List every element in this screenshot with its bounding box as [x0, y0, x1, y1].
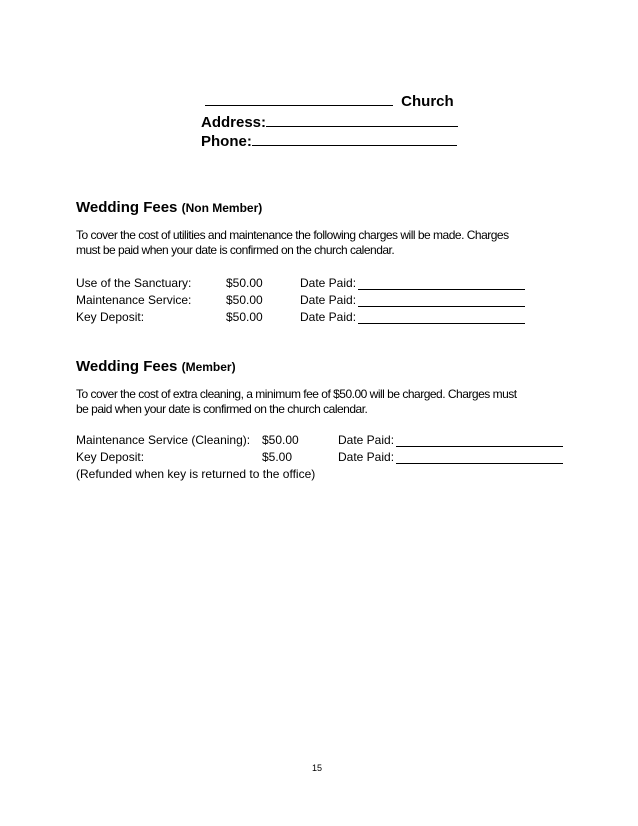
fee-row [76, 432, 576, 448]
date-paid-label: Date Paid: [338, 433, 395, 447]
date-paid-blank [396, 432, 563, 447]
phone-row [201, 131, 457, 150]
date-paid-label: Date Paid: [300, 293, 357, 307]
date-paid-label: Date Paid: [338, 450, 395, 464]
member-intro-line1: To cover the cost of extra cleaning, a minimum fee of $50.00 will be charged. Charges must [76, 387, 517, 401]
fee-amount: $50.00 [226, 293, 263, 307]
non-member-heading: Wedding Fees [76, 199, 178, 216]
fee-row [76, 309, 546, 325]
fee-amount: $50.00 [226, 276, 263, 290]
date-paid-label: Date Paid: [300, 276, 357, 290]
member-subheading: (Member) [181, 360, 236, 374]
church-name-blank [205, 91, 393, 106]
member-intro-line2: be paid when your date is confirmed on the church calendar. [76, 402, 368, 416]
member-intro [76, 387, 576, 417]
fee-row [76, 275, 546, 291]
church-label: Church [401, 93, 454, 110]
page-number: 15 [312, 763, 323, 773]
fee-amount: $5.00 [262, 450, 293, 464]
fee-item: Key Deposit: [76, 450, 145, 464]
address-label: Address: [201, 114, 267, 131]
non-member-intro-line1: To cover the cost of utilities and maintenance the following charges will be made. Charges [76, 228, 509, 242]
non-member-intro [76, 228, 576, 258]
phone-label: Phone: [201, 133, 252, 150]
fee-item: Use of the Sanctuary: [76, 276, 192, 290]
fee-row [76, 292, 546, 308]
phone-blank [252, 131, 457, 146]
address-blank [266, 112, 458, 127]
church-name-row [205, 91, 454, 110]
fee-item: Maintenance Service: [76, 293, 192, 307]
refund-note-text: (Refunded when key is returned to the office) [76, 467, 316, 481]
non-member-intro-line2: must be paid when your date is confirmed on the church calendar. [76, 243, 395, 257]
date-paid-blank [358, 275, 525, 290]
fee-item: Maintenance Service (Cleaning): [76, 433, 251, 447]
non-member-title [76, 199, 262, 216]
fee-item: Key Deposit: [76, 310, 145, 324]
member-heading: Wedding Fees [76, 358, 178, 375]
fee-amount: $50.00 [226, 310, 263, 324]
date-paid-blank [358, 309, 525, 324]
fee-row [76, 449, 576, 465]
refund-note [76, 466, 576, 482]
non-member-subheading: (Non Member) [181, 201, 263, 215]
date-paid-blank [358, 292, 525, 307]
fee-amount: $50.00 [262, 433, 299, 447]
date-paid-blank [396, 449, 563, 464]
date-paid-label: Date Paid: [300, 310, 357, 324]
address-row [201, 112, 458, 131]
member-title [76, 358, 236, 375]
